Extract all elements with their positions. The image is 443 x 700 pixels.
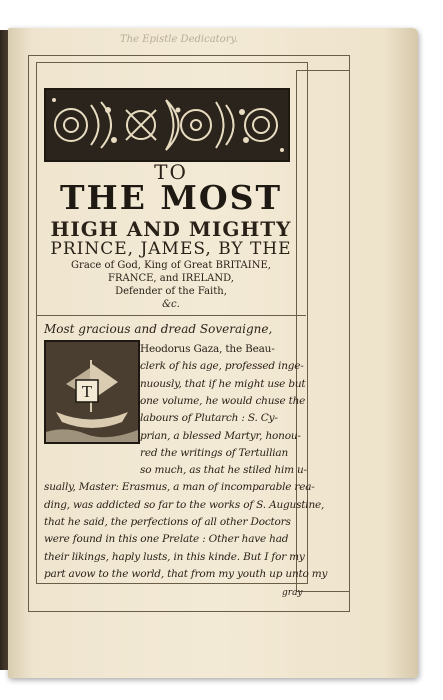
title-to: TO [154, 160, 188, 184]
catchword: gray [282, 588, 303, 598]
initial-letter-glyph: T [81, 382, 93, 401]
body-line: clerk of his age, professed inge- [140, 360, 304, 373]
body-line: labours of Plutarch : S. Cy- [140, 412, 278, 425]
salutation: Most gracious and dread Soveraigne, [44, 322, 273, 336]
body-line: Heodorus Gaza, the Beau- [140, 343, 275, 355]
body-line: so much, as that he stiled him u- [140, 464, 307, 477]
body-line: sually, Master: Erasmus, a man of incomparable rea- [44, 481, 315, 494]
bleed-through-header: The Epistle Dedicatory. [120, 34, 238, 45]
woodcut-initial-ship [44, 340, 140, 444]
body-line: one volume, he would chuse the [140, 394, 306, 407]
body-line: that he said, the perfections of all other Doctors [44, 516, 291, 528]
title-line-6: Defender of the Faith, [115, 286, 227, 297]
margin-column-rule [296, 70, 349, 592]
title-line-5: FRANCE, and IRELAND, [108, 273, 234, 284]
body-line: their likings, haply lusts, in this kinde. But I for my [44, 550, 305, 563]
title-line-2: HIGH AND MIGHTY [50, 217, 292, 241]
body-line: part avow to the world, that from my youth up unto my [44, 567, 328, 580]
title-line-7: &c. [162, 299, 180, 310]
body-line: red the writings of Tertullian [140, 446, 289, 459]
section-rule [36, 315, 306, 316]
body-line: ding, was addicted so far to the works of S. Augustine, [44, 498, 325, 511]
ornamental-headpiece-woodcut [44, 88, 290, 162]
title-line-3: PRINCE, JAMES, BY THE [50, 239, 292, 259]
title-line-4: Grace of God, King of Great BRITAINE, [71, 260, 271, 271]
title-line-1: THE MOST [59, 178, 283, 217]
body-line: were found in this one Prelate : Other have had [44, 533, 289, 546]
body-line: prian, a blessed Martyr, honou- [140, 429, 301, 442]
body-line: nuously, that if he might use but [140, 377, 306, 390]
